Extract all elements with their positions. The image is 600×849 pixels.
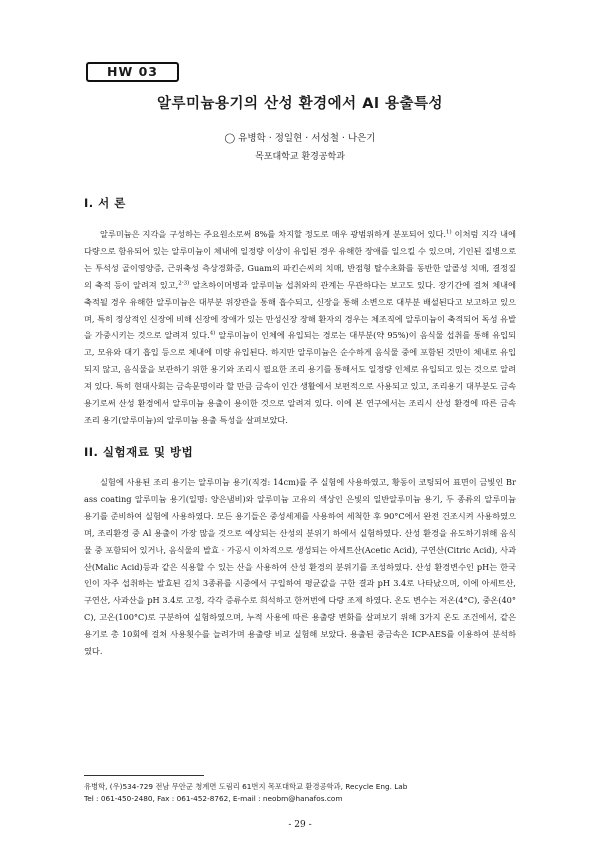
citation-ref-3: 4) [209, 330, 216, 337]
section-heading-introduction: I. 서 론 [84, 196, 126, 210]
page-number: - 29 - [288, 820, 312, 830]
footnote-divider [84, 775, 204, 776]
section-heading-methods: II. 실험재료 및 방법 [84, 445, 194, 459]
author-affiliation: 목포대학교 환경공학과 [255, 152, 345, 162]
session-code-badge: HW 03 [86, 62, 179, 82]
paper-title: 알루미늄용기의 산성 환경에서 Al 용출특성 [156, 96, 443, 112]
intro-text-1: 알루미늄은 지각을 구성하는 주요원소로써 8%를 차지할 정도로 매우 광범위하게 분포되어 있다. [100, 229, 447, 239]
intro-text-3: 알츠하이머병과 알루미늄 섭취와의 관계는 무관하다는 보고도 있다. 장기간에 걸쳐 체내에 축적될 경우 유해한 알루미늄은 대부분 위장관을 통해 흡수되고, 신장을 통해 소변으로 대부분 배설된다고 보고하고 있으며, 특히 정상적인 신장에 비해 신장에 장애가 있는 만성신장 장해 환자의 경우는 체조직에 알루미늄이 축적되어 독성 유발을 가중시키는 것으로 알려져 있다. [84, 279, 516, 341]
footnote-address: 유병학, (우)534-729 전남 무안군 청계면 도림리 61번지 목포대학교 환경공학과, Recycle Eng. Lab [84, 782, 408, 791]
citation-ref-1: 1) [446, 229, 452, 236]
citation-ref-2: 2-3) [178, 279, 190, 286]
introduction-paragraph [84, 226, 516, 429]
author-list: ◯ 유병학 · 정일현 · 서성철 · 나은기 [224, 133, 376, 144]
intro-text-2: 이처럼 지각 내에 다량으로 함유되어 있는 알루미늄이 체내에 일정량 이상이 유입된 경우 유해한 장애를 일으킬 수 있으며, 기인된 질병으로는 투석성 골이영양증, 근위축성 측상경화증, Guam의 파킨슨씨의 치매, 반점형 탈수초화를 동반한 알콜성 치매, 결정질의 축적 등이 알려져 있고, [84, 229, 516, 290]
methods-paragraph: 실험에 사용된 조리 용기는 알루미늄 용기(직경: 14cm)를 주 실험에 사용하였고, 황동이 코팅되어 표면이 금빛인 Brass coating 알루미늄 용기(일명: 양은냄비)와 알루미늄 고유의 색상인 은빛의 일반알루미늄 용기, 두 종류의 알루미늄 용기를 준비하여 실험에 사용하였다. 모든 용기들은 중성세제를 사용하여 세척한 후 90°C에서 완전 건조시켜 사용하였으며, 조리환경 중 Al 용출이 가장 많을 것으로 예상되는 산성의 분위기 하에서 실험하였다. 산성 환경을 유도하기위해 음식물 중 포함되어 있거나, 음식물의 발효 · 가공시 이차적으로 생성되는 아세트산(Acetic Acid), 구연산(Citric Acid), 사과산(Malic Acid)등과 같은 식용할 수 있는 산을 사용하여 산성 환경의 분위기를 조성하였다. 산성 환경변수인 pH는 한국인이 자주 섭취하는 발효된 김치 3종류를 시중에서 구입하여 평균값을 구한 결과 pH 3.4로 나타났으며, 이에 아세트산, 구연산, 사과산을 pH 3.4로 고정, 각각 증류수로 희석하고 한꺼번에 다량 조제 하였다. 온도 변수는 저온(4°C), 중온(40°C), 고온(100°C)로 구분하여 실험하였으며, 누적 사용에 따른 용출량 변화를 살펴보기 위해 3가지 온도 조건에서, 같은 용기로 총 10회에 걸쳐 사용횟수를 늘려가며 용출량 비교 실험해 보았다. 용출된 중금속은 ICP-AES를 이용하여 분석하였다. [84, 477, 516, 657]
intro-text-4: 알루미늄이 인체에 유입되는 경로는 대부분(약 95%)이 음식물 섭취를 통해 유입되고, 모유와 대기 흡입 등으로 체내에 미량 유입된다. 하지만 알루미늄은 순수하게 음식물 중에 포함된 것만이 체내로 유입되지 않고, 음식물을 보관하기 위한 용기와 조리시 필요한 조리 용기를 통해서도 일정량 인체로 유입되고 있는 것으로 알려져 있다. 특히 현대사회는 금속문명이라 할 만큼 금속이 인간 생활에서 보편적으로 사용되고 있고, 조리용기 대부분도 금속 용기로써 산성 환경에서 알루미늄 용출이 용이한 것으로 알려져 있다. 이에 본 연구에서는 조리시 산성 환경에 따른 금속 조리 용기(알루미늄)의 알루미늄 용출 특성을 살펴보았다. [84, 330, 516, 425]
footnote-contact: Tel : 061-450-2480, Fax : 061-452-8762, E-mail : neobm@hanafos.com [84, 794, 343, 803]
